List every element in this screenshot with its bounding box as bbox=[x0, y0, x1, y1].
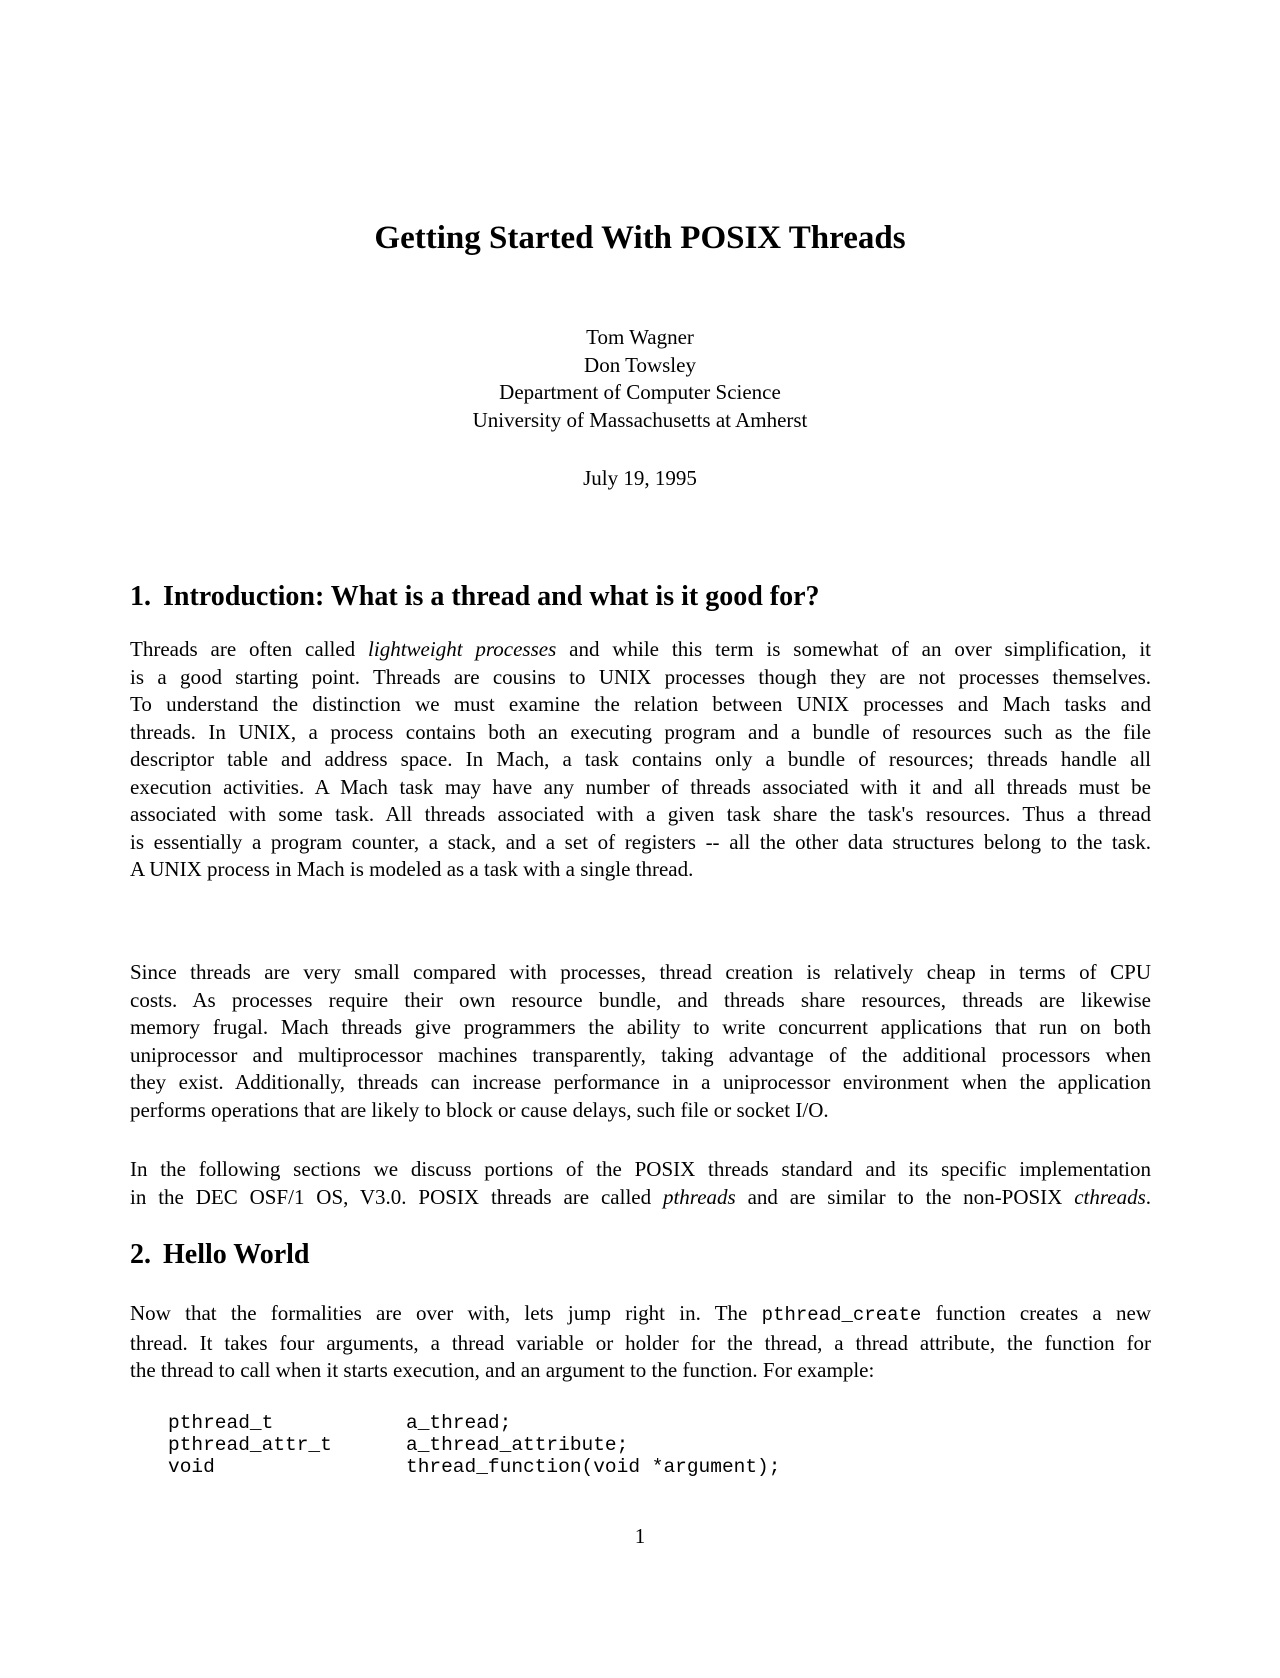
text-run: . bbox=[1145, 1184, 1151, 1209]
emphasis-text: pthreads bbox=[662, 1184, 736, 1209]
paper-date: July 19, 1995 bbox=[583, 466, 697, 490]
author-university: University of Massachusetts at Amherst bbox=[472, 407, 808, 432]
paragraph-line: In the following sections we discuss portions of the POSIX threads standard and its specific implementation bbox=[130, 1157, 1151, 1181]
paragraph-line: associated with some task. All threads associated with a given task share the task's resources. Thus a thread bbox=[130, 802, 1151, 826]
paragraph-line: execution activities. A Mach task may have any number of threads associated with it and all threads must be bbox=[130, 774, 1151, 799]
paragraph-line: they exist. Additionally, threads can increase performance in a uniprocessor environment when the application bbox=[130, 1070, 1151, 1094]
code-line bbox=[168, 1412, 780, 1434]
author-department: Department of Computer Science bbox=[499, 380, 781, 404]
paragraph-line: performs operations that are likely to block or cause delays, such file or socket I/O. bbox=[130, 1097, 829, 1122]
text-run: Threads are often called bbox=[130, 637, 369, 661]
code-declaration: a_thread; bbox=[406, 1412, 512, 1434]
text-run: in the DEC OSF/1 OS, V3.0. POSIX threads are called bbox=[130, 1184, 663, 1209]
paragraph-line: A UNIX process in Mach is modeled as a task with a single thread. bbox=[130, 857, 694, 881]
paragraph-line: uniprocessor and multiprocessor machines transparently, taking advantage of the additional processors when bbox=[130, 1042, 1151, 1067]
section-number: 2. bbox=[130, 1239, 151, 1270]
section-number: 1. bbox=[130, 581, 151, 612]
code-declaration: thread_function(void *argument); bbox=[406, 1456, 781, 1478]
paragraph-line: is essentially a program counter, a stack, and a set of registers -- all the other data structures belong to the task. bbox=[130, 829, 1151, 854]
page-number: 1 bbox=[634, 1524, 646, 1548]
paragraph-line: descriptor table and address space. In Mach, a task contains only a bundle of resources; threads handle all bbox=[130, 747, 1151, 771]
code-example bbox=[168, 1412, 780, 1478]
intro-paragraph-2 bbox=[130, 959, 1151, 1124]
text-run: Now that the formalities are over with, lets jump right in. The bbox=[130, 1301, 762, 1325]
section-heading-hello-world bbox=[130, 1238, 310, 1272]
intro-paragraph-3 bbox=[130, 1156, 1151, 1211]
code-declaration: a_thread_attribute; bbox=[406, 1434, 629, 1456]
author-block bbox=[0, 324, 1280, 434]
emphasis-text: cthreads bbox=[1074, 1184, 1146, 1209]
paragraph-line bbox=[130, 1300, 1151, 1330]
section-title: Introduction: What is a thread and what is it good for? bbox=[163, 581, 820, 612]
paragraph-line: is a good starting point. Threads are cousins to UNIX processes though they are not processes themselves. bbox=[130, 664, 1151, 689]
code-line bbox=[168, 1456, 780, 1478]
code-type: void bbox=[168, 1456, 215, 1478]
paragraph-line: Since threads are very small compared with processes, thread creation is relatively cheap in terms of CPU bbox=[130, 960, 1151, 984]
emphasis-text: lightweight processes bbox=[368, 637, 557, 661]
paper-title: Getting Started With POSIX Threads bbox=[374, 220, 906, 256]
paragraph-line: To understand the distinction we must examine the relation between UNIX processes and Mach tasks and bbox=[130, 692, 1151, 716]
paragraph-line bbox=[130, 636, 1151, 664]
text-run: and while this term is somewhat of an over simplification, it bbox=[556, 637, 1151, 661]
paragraph-line: memory frugal. Mach threads give programmers the ability to write concurrent applications that run on both bbox=[130, 1015, 1151, 1039]
paragraph-line: costs. As processes require their own resource bundle, and threads share resources, threads are likewise bbox=[130, 987, 1151, 1012]
code-line bbox=[168, 1434, 780, 1456]
text-run: function creates a new bbox=[921, 1301, 1151, 1325]
inline-code: pthread_create bbox=[761, 1304, 922, 1326]
section-heading-introduction bbox=[130, 580, 820, 614]
paragraph-line: thread. It takes four arguments, a thread variable or holder for the thread, a thread attribute, the function for bbox=[130, 1330, 1151, 1355]
code-type: pthread_t bbox=[168, 1412, 274, 1434]
author-name: Tom Wagner bbox=[586, 325, 694, 349]
intro-paragraph-1 bbox=[130, 636, 1151, 884]
text-run: and are similar to the non-POSIX bbox=[735, 1184, 1075, 1209]
paragraph-line: the thread to call when it starts execution, and an argument to the function. For example: bbox=[130, 1358, 875, 1382]
paragraph-line: threads. In UNIX, a process contains both an executing program and a bundle of resources such as the file bbox=[130, 719, 1151, 744]
hello-world-paragraph bbox=[130, 1300, 1151, 1385]
author-name: Don Towsley bbox=[584, 352, 696, 377]
paragraph-line bbox=[130, 1184, 1151, 1212]
section-title: Hello World bbox=[163, 1239, 310, 1270]
code-type: pthread_attr_t bbox=[168, 1434, 332, 1456]
